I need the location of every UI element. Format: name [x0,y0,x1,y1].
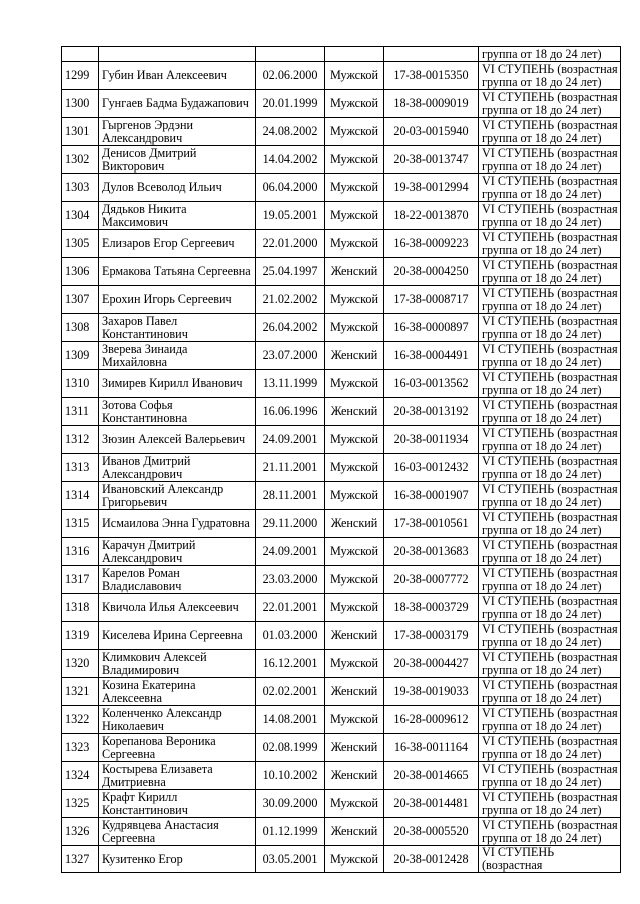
gto-id-cell: 20-38-0013683 [384,538,479,566]
gto-id-cell: 20-38-0005520 [384,818,479,846]
gto-id-cell: 20-38-0004427 [384,650,479,678]
stage-label: VI СТУПЕНЬ (возрастная [482,145,618,160]
table-row [62,258,621,286]
birth-date-cell: 02.06.2000 [256,62,325,90]
gender-cell: Мужской [325,118,384,146]
stage-cell [479,230,621,258]
full-name-cell: Зотова Софья Константиновна [99,398,256,426]
gender-cell: Мужской [325,230,384,258]
age-group-label: группа от 18 до 24 лет) [482,186,602,201]
table-row [62,230,621,258]
stage-label: VI СТУПЕНЬ (возрастная [482,705,618,720]
row-number-cell: 1320 [62,650,99,678]
row-number-cell: 1316 [62,538,99,566]
stage-label: VI СТУПЕНЬ (возрастная [482,817,618,832]
full-name-cell: Корепанова Вероника Сергеевна [99,734,256,762]
stage-label: VI СТУПЕНЬ (возрастная [482,61,618,76]
table-row [62,314,621,342]
row-number-cell: 1317 [62,566,99,594]
full-name-cell: Карачун Дмитрий Александрович [99,538,256,566]
gender-cell: Женский [325,398,384,426]
stage-label: VI СТУПЕНЬ (возрастная [482,341,618,356]
table-row [62,566,621,594]
age-group-label: группа от 18 до 24 лет) [482,662,602,677]
row-number-cell: 1305 [62,230,99,258]
gto-id-cell: 20-38-0013747 [384,146,479,174]
birth-date-cell: 19.05.2001 [256,202,325,230]
stage-cell [479,146,621,174]
gender-cell: Мужской [325,650,384,678]
gender-cell: Мужской [325,146,384,174]
full-name-cell: Кудрявцева Анастасия Сергеевна [99,818,256,846]
full-name-cell: Ермакова Татьяна Сергеевна [99,258,256,286]
stage-cell: VI СТУПЕНЬ (возрастная [479,846,621,873]
stage-cell [479,538,621,566]
stage-label: VI СТУПЕНЬ (возрастная [482,593,618,608]
row-number-cell: 1303 [62,174,99,202]
table-row [62,90,621,118]
stage-label: VI СТУПЕНЬ (возрастная [482,761,618,776]
gto-id-cell: 16-03-0012432 [384,454,479,482]
records-table [61,46,621,873]
gender-cell: Мужской [325,426,384,454]
stage-label: VI СТУПЕНЬ (возрастная [482,481,618,496]
full-name-cell: Климкович Алексей Владимирович [99,650,256,678]
row-number-cell: 1301 [62,118,99,146]
age-group-label: группа от 18 до 24 лет) [482,130,602,145]
stage-label: VI СТУПЕНЬ (возрастная [482,369,618,384]
stage-cell [479,622,621,650]
gto-id-cell: 17-38-0010561 [384,510,479,538]
stage-cell [479,678,621,706]
table-row [62,146,621,174]
full-name-cell: Елизаров Егор Сергеевич [99,230,256,258]
table-row [62,118,621,146]
age-group-label: группа от 18 до 24 лет) [482,270,602,285]
full-name-cell: Костырева Елизавета Дмитриевна [99,762,256,790]
birth-date-cell: 21.02.2002 [256,286,325,314]
age-group-label: группа от 18 до 24 лет) [482,298,602,313]
table-row [62,286,621,314]
table-row [62,818,621,846]
gto-id-cell: 16-38-0011164 [384,734,479,762]
age-group-label: группа от 18 до 24 лет) [482,802,602,817]
birth-date-cell: 03.05.2001 [256,846,325,873]
gender-cell: Женский [325,622,384,650]
stage-cell [479,482,621,510]
birth-date-cell: 23.03.2000 [256,566,325,594]
row-number-cell: 1313 [62,454,99,482]
row-number-cell: 1302 [62,146,99,174]
gender-cell: Мужской [325,62,384,90]
age-group-label: группа от 18 до 24 лет) [482,718,602,733]
stage-label: VI СТУПЕНЬ (возрастная [482,649,618,664]
row-number-cell: 1309 [62,342,99,370]
age-group-label: группа от 18 до 24 лет) [482,410,602,425]
stage-cell [479,454,621,482]
stage-cell [479,566,621,594]
full-name-cell: Губин Иван Алексеевич [99,62,256,90]
row-number-cell: 1325 [62,790,99,818]
gto-id-cell: 16-38-0004491 [384,342,479,370]
table-row [62,594,621,622]
birth-date-cell: 21.11.2001 [256,454,325,482]
gto-id-cell: 20-38-0007772 [384,566,479,594]
stage-cell [479,426,621,454]
table-row [62,370,621,398]
gender-cell: Женский [325,258,384,286]
gender-cell: Мужской [325,846,384,873]
stage-cell [479,790,621,818]
stage-label: VI СТУПЕНЬ (возрастная [482,201,618,216]
birth-date-cell: 26.04.2002 [256,314,325,342]
gto-id-cell: 20-38-0013192 [384,398,479,426]
full-name-cell: Гыргенов Эрдэни Александрович [99,118,256,146]
age-group-label: группа от 18 до 24 лет) [482,438,602,453]
table-row [62,482,621,510]
table-row [62,202,621,230]
table-row [62,454,621,482]
stage-label: VI СТУПЕНЬ (возрастная [482,173,618,188]
birth-date-cell: 22.01.2000 [256,230,325,258]
age-group-label: группа от 18 до 24 лет) [482,466,602,481]
age-group-label: группа от 18 до 24 лет) [482,158,602,173]
gender-cell: Мужской [325,594,384,622]
stage-cell [479,818,621,846]
age-group-label: группа от 18 до 24 лет) [482,102,602,117]
stage-cell [479,398,621,426]
gto-id-cell: 16-38-0009223 [384,230,479,258]
age-group-label: группа от 18 до 24 лет) [482,214,602,229]
stage-label: VI СТУПЕНЬ (возрастная [482,537,618,552]
row-number-cell: 1307 [62,286,99,314]
stage-label: VI СТУПЕНЬ (возрастная [482,509,618,524]
full-name-cell: Зюзин Алексей Валерьевич [99,426,256,454]
stage-cell [479,286,621,314]
row-number-cell: 1326 [62,818,99,846]
gto-id-cell: 20-38-0012428 [384,846,479,873]
gto-id-cell: 20-38-0014665 [384,762,479,790]
gender-cell: Мужской [325,538,384,566]
row-number-cell: 1318 [62,594,99,622]
gto-id-cell: 19-38-0019033 [384,678,479,706]
full-name-cell: Коленченко Александр Николаевич [99,706,256,734]
row-number-cell: 1319 [62,622,99,650]
full-name-cell: Захаров Павел Константинович [99,314,256,342]
birth-date-cell: 14.08.2001 [256,706,325,734]
gto-id-cell: 17-38-0003179 [384,622,479,650]
stage-cell [479,314,621,342]
birth-date-cell: 24.08.2002 [256,118,325,146]
stage-cell [479,734,621,762]
row-number-cell: 1308 [62,314,99,342]
full-name-cell: Крафт Кирилл Константинович [99,790,256,818]
row-number-cell: 1327 [62,846,99,873]
full-name-cell: Исмаилова Энна Гудратовна [99,510,256,538]
full-name-cell: Зверева Зинаида Михайловна [99,342,256,370]
table-row [62,790,621,818]
age-group-label: группа от 18 до 24 лет) [482,690,602,705]
stage-cell [479,650,621,678]
age-group-label: группа от 18 до 24 лет) [482,578,602,593]
stage-label: VI СТУПЕНЬ (возрастная [482,313,618,328]
gender-cell: Мужской [325,174,384,202]
birth-date-cell: 24.09.2001 [256,538,325,566]
full-name-cell: Кузитенко Егор [99,846,256,873]
stage-cell [479,62,621,90]
gto-id-cell: 20-03-0015940 [384,118,479,146]
full-name-cell: Ерохин Игорь Сергеевич [99,286,256,314]
birth-date-cell: 23.07.2000 [256,342,325,370]
stage-cell [479,342,621,370]
gto-id-cell: 20-38-0011934 [384,426,479,454]
age-group-label: группа от 18 до 24 лет) [482,326,602,341]
birth-date-cell: 02.02.2001 [256,678,325,706]
table-row [62,734,621,762]
gender-cell: Мужской [325,90,384,118]
row-number-cell: 1322 [62,706,99,734]
full-name-cell: Карелов Роман Владиславович [99,566,256,594]
birth-date-cell: 28.11.2001 [256,482,325,510]
stage-cell [479,594,621,622]
stage-cell [479,90,621,118]
age-group-label: группа от 18 до 24 лет) [482,830,602,845]
table-row [62,174,621,202]
stage-label: VI СТУПЕНЬ (возрастная [482,565,618,580]
full-name-cell: Козина Екатерина Алексеевна [99,678,256,706]
gender-cell: Женский [325,734,384,762]
stage-label: VI СТУПЕНЬ (возрастная [482,229,618,244]
stage-cell [479,118,621,146]
stage-cell [479,762,621,790]
stage-label: VI СТУПЕНЬ (возрастная [482,453,618,468]
table-row [62,62,621,90]
birth-date-cell: 29.11.2000 [256,510,325,538]
age-group-label: группа от 18 до 24 лет) [482,774,602,789]
full-name-cell: Зимирев Кирилл Иванович [99,370,256,398]
stage-label: VI СТУПЕНЬ (возрастная [482,257,618,272]
birth-date-cell [256,47,325,62]
birth-date-cell: 14.04.2002 [256,146,325,174]
gto-id-cell: 16-03-0013562 [384,370,479,398]
full-name-cell: Гунгаев Бадма Будажапович [99,90,256,118]
age-group-label: группа от 18 до 24 лет) [482,382,602,397]
gto-id-cell: 19-38-0012994 [384,174,479,202]
birth-date-cell: 16.12.2001 [256,650,325,678]
row-number-cell: 1299 [62,62,99,90]
stage-label: VI СТУПЕНЬ (возрастная [482,789,618,804]
full-name-cell [99,47,256,62]
gender-cell: Мужской [325,790,384,818]
birth-date-cell: 02.08.1999 [256,734,325,762]
gender-cell: Мужской [325,706,384,734]
stage-label: VI СТУПЕНЬ (возрастная [482,425,618,440]
row-number-cell: 1312 [62,426,99,454]
gto-id-cell: 20-38-0014481 [384,790,479,818]
age-group-label: группа от 18 до 24 лет) [482,242,602,257]
stage-label: VI СТУПЕНЬ (возрастная [482,285,618,300]
stage-label: VI СТУПЕНЬ (возрастная [482,89,618,104]
stage-label: VI СТУПЕНЬ (возрастная [482,117,618,132]
records-table-body [62,47,621,873]
row-number-cell: 1321 [62,678,99,706]
row-number-cell: 1315 [62,510,99,538]
gender-cell: Мужской [325,286,384,314]
stage-cell [479,202,621,230]
age-group-label: группа от 18 до 24 лет) [482,522,602,537]
age-group-label: группа от 18 до 24 лет) [482,746,602,761]
stage-label: VI СТУПЕНЬ (возрастная [482,621,618,636]
stage-label: VI СТУПЕНЬ (возрастная [482,397,618,412]
gto-id-cell: 18-38-0003729 [384,594,479,622]
birth-date-cell: 13.11.1999 [256,370,325,398]
birth-date-cell: 24.09.2001 [256,426,325,454]
age-group-label: группа от 18 до 24 лет) [482,354,602,369]
stage-cell [479,174,621,202]
full-name-cell: Денисов Дмитрий Викторович [99,146,256,174]
birth-date-cell: 06.04.2000 [256,174,325,202]
stage-label: VI СТУПЕНЬ (возрастная [482,677,618,692]
gto-id-cell: 16-38-0000897 [384,314,479,342]
table-row-last [62,846,621,873]
table-row [62,426,621,454]
full-name-cell: Ивановский Александр Григорьевич [99,482,256,510]
gender-cell: Женский [325,762,384,790]
birth-date-cell: 01.12.1999 [256,818,325,846]
table-row [62,342,621,370]
table-row [62,650,621,678]
gender-cell: Женский [325,342,384,370]
age-group-label: группа от 18 до 24 лет) [482,634,602,649]
full-name-cell: Киселева Ирина Сергеевна [99,622,256,650]
age-group-label: группа от 18 до 24 лет) [482,550,602,565]
stage-cell [479,370,621,398]
gender-cell: Мужской [325,314,384,342]
age-group-label: группа от 18 до 24 лет) [482,494,602,509]
birth-date-cell: 30.09.2000 [256,790,325,818]
gender-cell: Женский [325,678,384,706]
birth-date-cell: 16.06.1996 [256,398,325,426]
table-row-continued [62,47,621,62]
gender-cell: Мужской [325,202,384,230]
gto-id-cell: 18-22-0013870 [384,202,479,230]
gender-cell: Женский [325,510,384,538]
full-name-cell: Иванов Дмитрий Александрович [99,454,256,482]
table-row [62,510,621,538]
gto-id-cell: 20-38-0004250 [384,258,479,286]
gto-id-cell: 18-38-0009019 [384,90,479,118]
gender-cell: Женский [325,818,384,846]
gender-cell: Мужской [325,482,384,510]
full-name-cell: Квичола Илья Алексеевич [99,594,256,622]
table-row [62,678,621,706]
stage-cell [479,510,621,538]
row-number-cell [62,47,99,62]
birth-date-cell: 10.10.2002 [256,762,325,790]
row-number-cell: 1324 [62,762,99,790]
table-row [62,398,621,426]
stage-cell [479,258,621,286]
age-group-label: группа от 18 до 24 лет) [482,606,602,621]
gender-cell [325,47,384,62]
row-number-cell: 1304 [62,202,99,230]
table-row [62,762,621,790]
birth-date-cell: 22.01.2001 [256,594,325,622]
row-number-cell: 1306 [62,258,99,286]
row-number-cell: 1310 [62,370,99,398]
gto-id-cell [384,47,479,62]
gender-cell: Мужской [325,454,384,482]
birth-date-cell: 25.04.1997 [256,258,325,286]
table-row [62,706,621,734]
stage-cell: группа от 18 до 24 лет) [479,47,621,62]
row-number-cell: 1311 [62,398,99,426]
stage-cell [479,706,621,734]
gender-cell: Мужской [325,370,384,398]
table-row [62,622,621,650]
stage-label: VI СТУПЕНЬ (возрастная [482,733,618,748]
gto-id-cell: 16-28-0009612 [384,706,479,734]
row-number-cell: 1323 [62,734,99,762]
birth-date-cell: 01.03.2000 [256,622,325,650]
full-name-cell: Дядьков Никита Максимович [99,202,256,230]
gto-id-cell: 17-38-0008717 [384,286,479,314]
birth-date-cell: 20.01.1999 [256,90,325,118]
gto-id-cell: 17-38-0015350 [384,62,479,90]
full-name-cell: Дулов Всеволод Ильич [99,174,256,202]
row-number-cell: 1314 [62,482,99,510]
gto-id-cell: 16-38-0001907 [384,482,479,510]
row-number-cell: 1300 [62,90,99,118]
table-row [62,538,621,566]
gender-cell: Мужской [325,566,384,594]
age-group-label: группа от 18 до 24 лет) [482,74,602,89]
